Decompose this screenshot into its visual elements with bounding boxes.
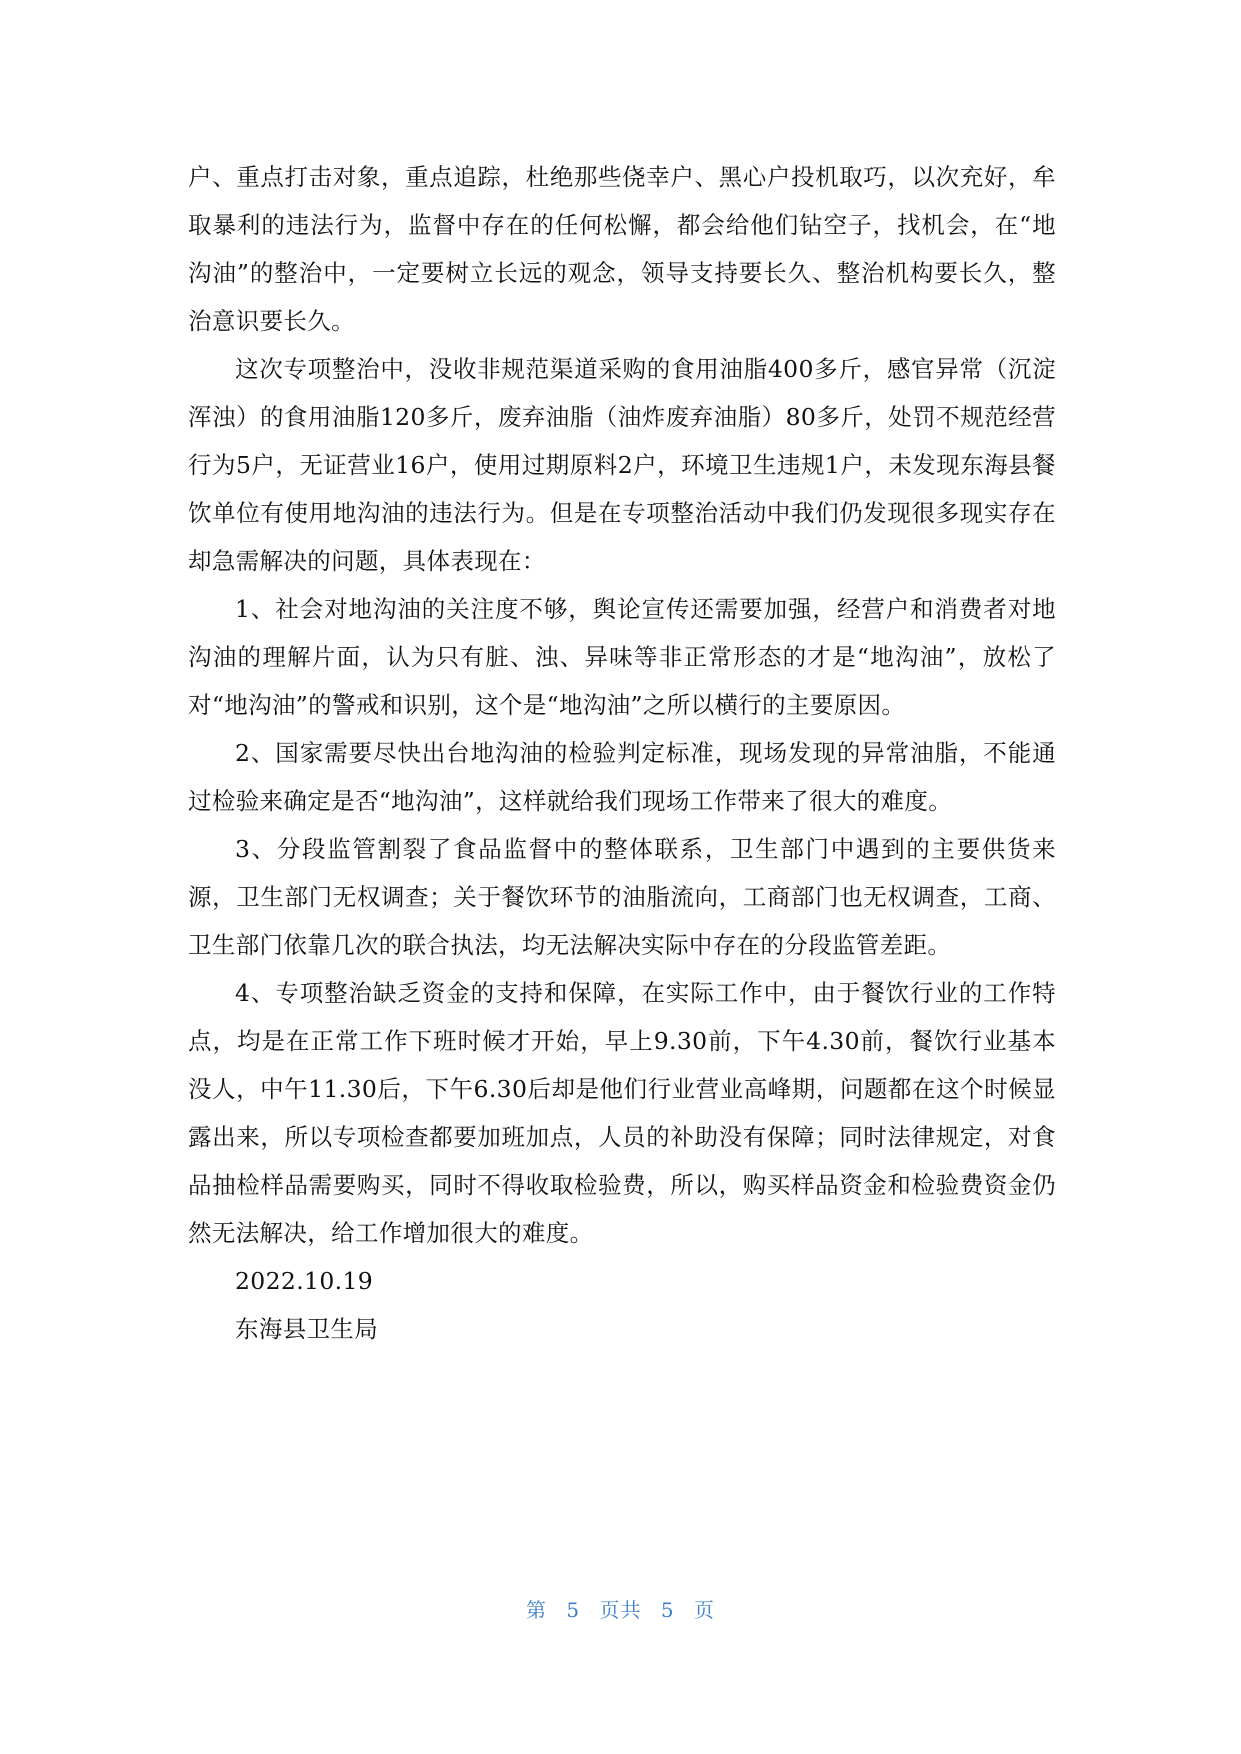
paragraph-issue-4: 4、专项整治缺乏资金的支持和保障，在实际工作中，由于餐饮行业的工作特点，均是在正常工作下班时候才开始，早上9.30前，下午4.30前，餐饮行业基本没人，中午11.30后，下午6.30后却是他们行业营业高峰期，问题都在这个时候显露出来，所以专项检查都要加班加点，人员的补助没有保障；同时法律规定，对食品抽检样品需要购买，同时不得收取检验费，所以，购买样品资金和检验费资金仍然无法解决，给工作增加很大的难度。 [188, 979, 1056, 1247]
footer-prefix: 第 [526, 1598, 548, 1622]
footer-total-pages: 5 [660, 1598, 675, 1622]
document-signature: 东海县卫生局 [235, 1315, 379, 1343]
document-date: 2022.10.19 [235, 1267, 374, 1295]
paragraph-continuation: 户、重点打击对象，重点追踪，杜绝那些侥幸户、黑心户投机取巧，以次充好，牟取暴利的违法行为，监督中存在的任何松懈，都会给他们钻空子，找机会，在“地沟油”的整治中，一定要树立长远的观念，领导支持要长久、整治机构要长久，整治意识要长久。 [188, 163, 1056, 335]
document-body [188, 153, 1056, 1353]
paragraph-issue-2: 2、国家需要尽快出台地沟油的检验判定标准，现场发现的异常油脂，不能通过检验来确定是否“地沟油”，这样就给我们现场工作带来了很大的难度。 [188, 739, 1056, 815]
paragraph-issue-1: 1、社会对地沟油的关注度不够，舆论宣传还需要加强，经营户和消费者对地沟油的理解片面，认为只有脏、浊、异味等非正常形态的才是“地沟油”，放松了对“地沟油”的警戒和识别，这个是“地沟油”之所以横行的主要原因。 [188, 595, 1056, 719]
footer-suffix: 页 [693, 1598, 715, 1622]
paragraph-summary: 这次专项整治中，没收非规范渠道采购的食用油脂400多斤，感官异常（沉淀浑浊）的食用油脂120多斤，废弃油脂（油炸废弃油脂）80多斤，处罚不规范经营行为5户，无证营业16户，使用过期原料2户，环境卫生违规1户，未发现东海县餐饮单位有使用地沟油的违法行为。但是在专项整治活动中我们仍发现很多现实存在却急需解决的问题，具体表现在： [188, 355, 1056, 575]
footer-middle: 页共 [599, 1598, 642, 1622]
paragraph-issue-3: 3、分段监管割裂了食品监督中的整体联系，卫生部门中遇到的主要供货来源，卫生部门无权调查；关于餐饮环节的油脂流向，工商部门也无权调查，工商、卫生部门依靠几次的联合执法，均无法解决实际中存在的分段监管差距。 [188, 835, 1056, 959]
footer-current-page: 5 [566, 1598, 581, 1622]
page-footer [0, 1596, 1241, 1624]
